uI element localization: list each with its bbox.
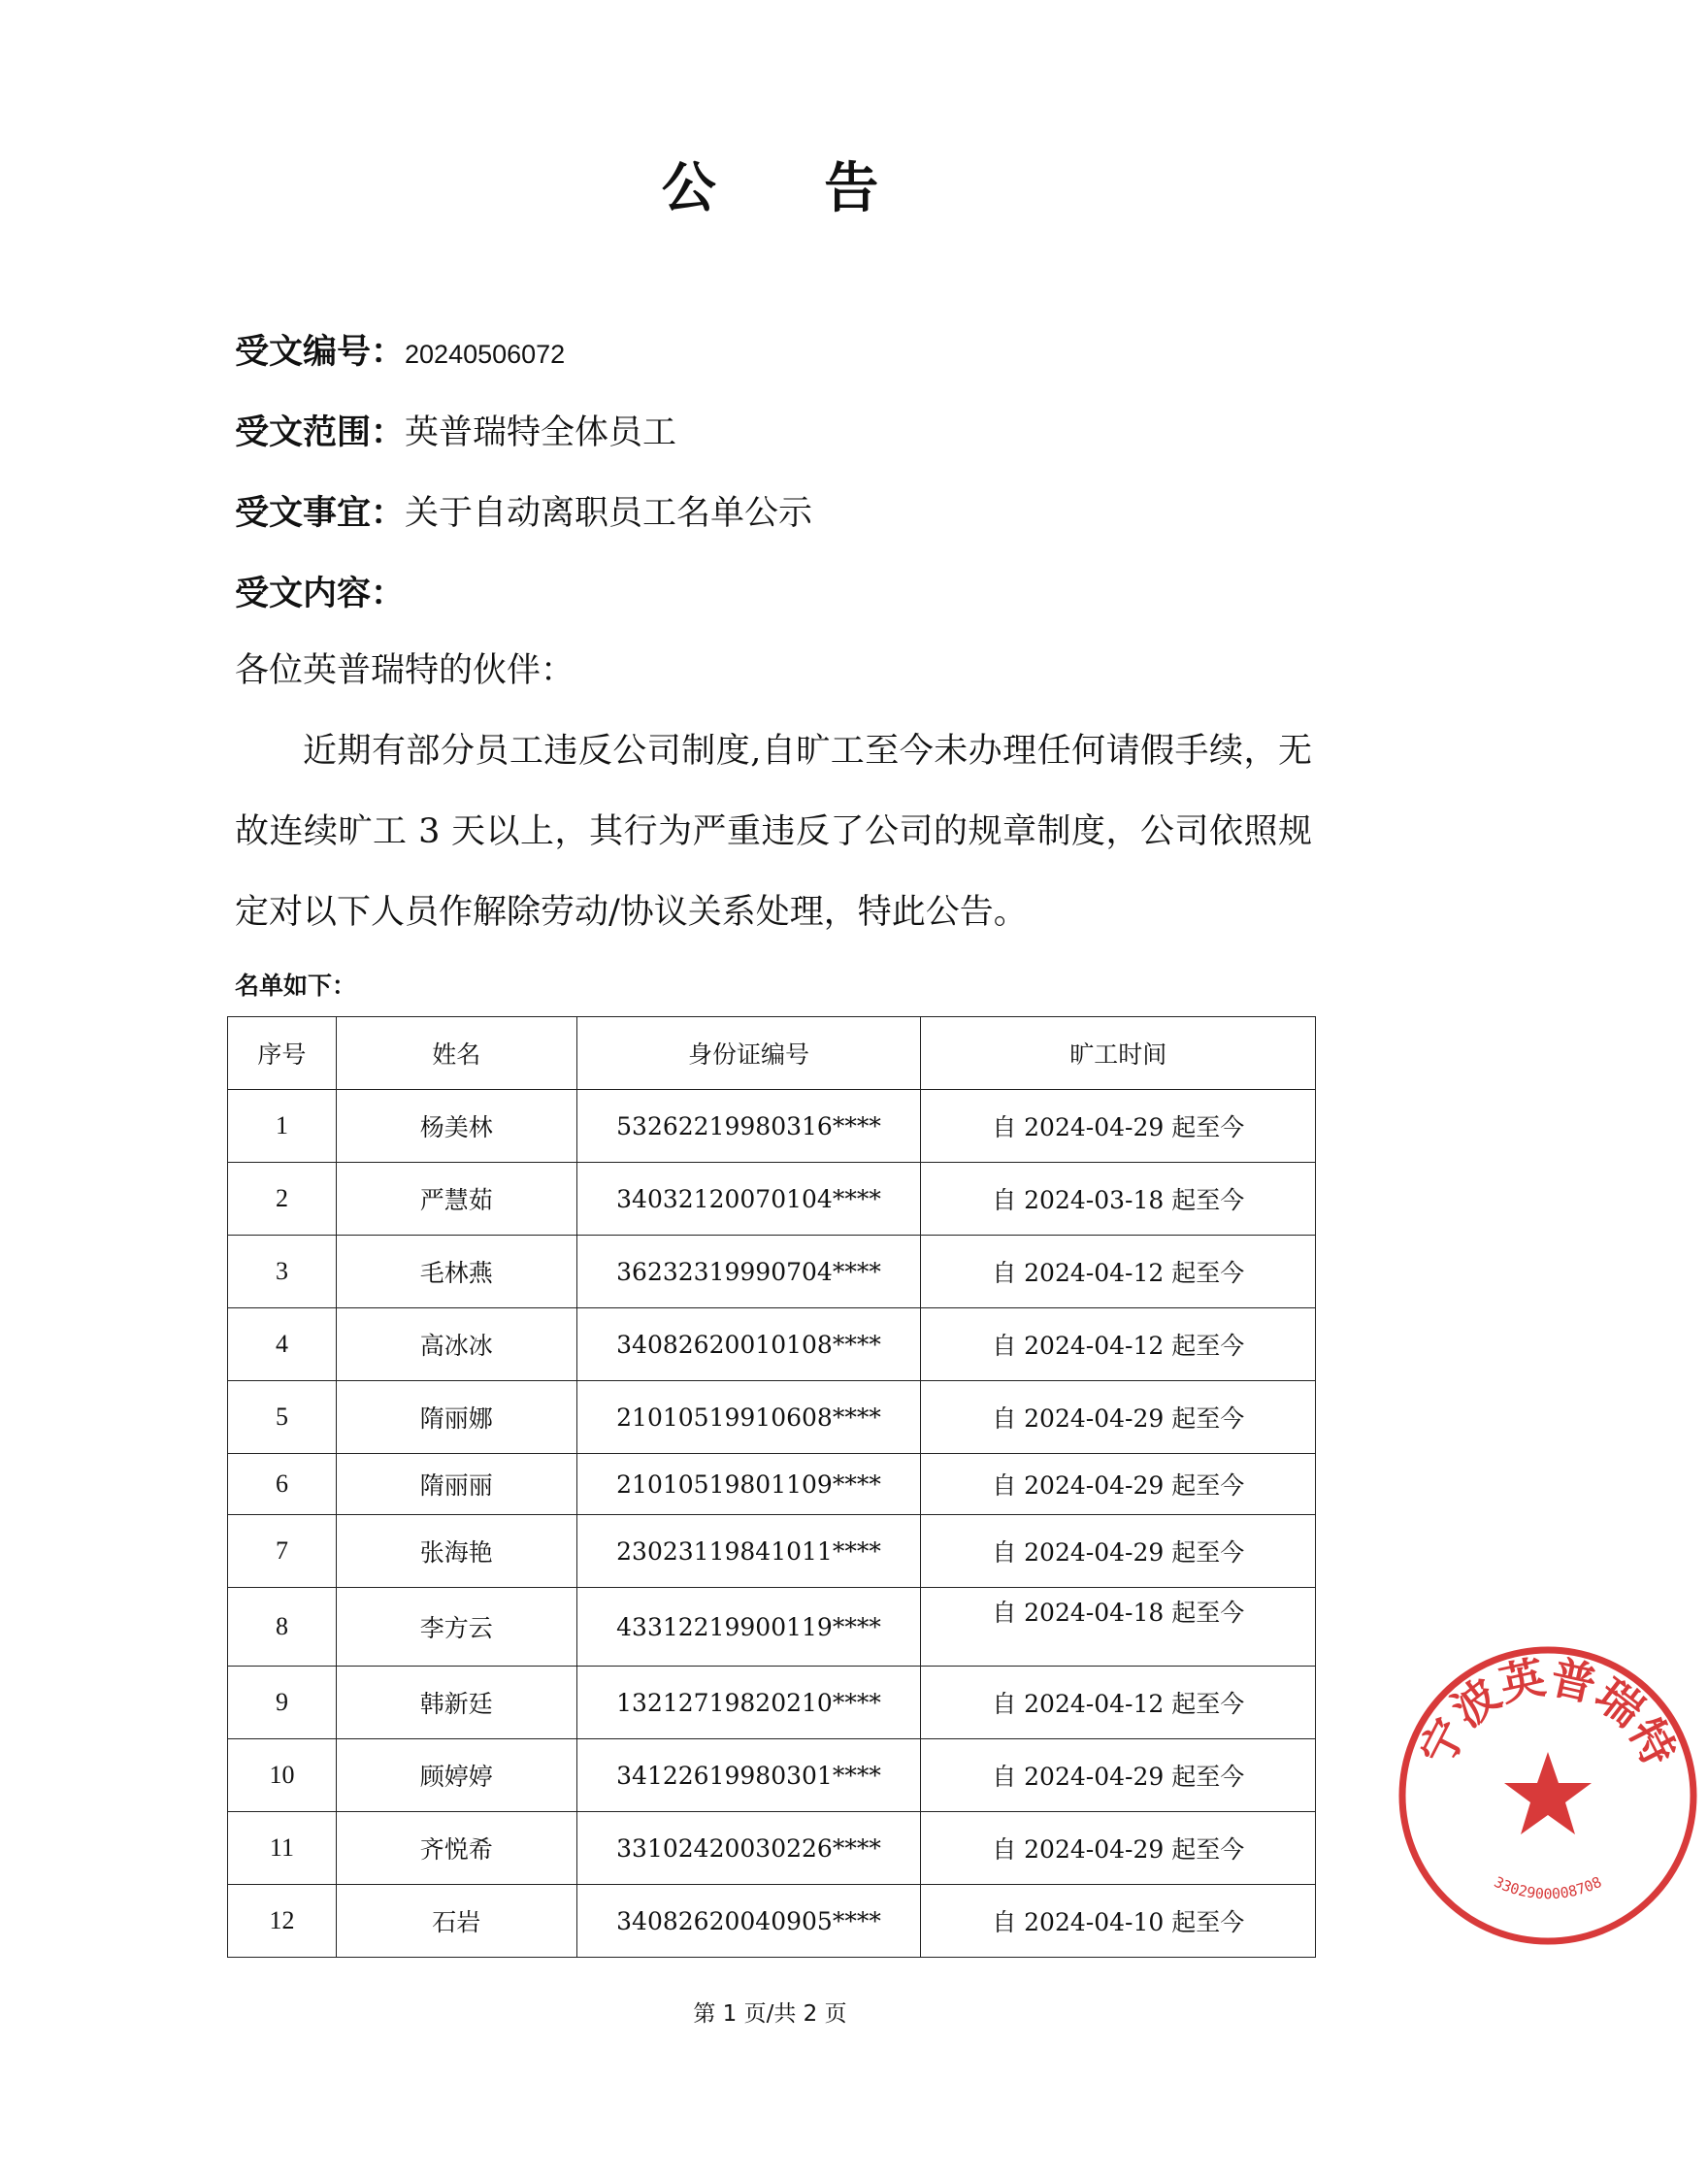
table-row <box>228 1515 1316 1588</box>
row-id: 43312219900119**** <box>576 1588 921 1667</box>
table-row <box>228 1454 1316 1515</box>
row-name: 隋丽娜 <box>336 1381 576 1454</box>
scope-label: 受文范围： <box>235 413 406 452</box>
row-name: 毛林燕 <box>336 1236 576 1308</box>
row-absence: 自 2024-04-18 起至今 <box>921 1588 1316 1667</box>
doc-number-label: 受文编号： <box>235 333 406 372</box>
table-row <box>228 1739 1316 1812</box>
row-absence: 自 2024-04-29 起至今 <box>921 1812 1316 1885</box>
row-absence: 自 2024-04-12 起至今 <box>921 1236 1316 1308</box>
row-id: 53262219980316**** <box>576 1090 921 1163</box>
scope-field <box>235 406 676 454</box>
row-seq: 1 <box>228 1090 337 1163</box>
page-title: 公 告 <box>661 157 924 220</box>
table-row <box>228 1667 1316 1739</box>
row-name: 顾婷婷 <box>336 1739 576 1812</box>
table-row <box>228 1885 1316 1958</box>
row-seq: 10 <box>228 1739 337 1812</box>
doc-number-value: 20240506072 <box>405 340 566 369</box>
row-id: 34032120070104**** <box>576 1163 921 1236</box>
row-absence: 自 2024-04-29 起至今 <box>921 1090 1316 1163</box>
row-name: 严慧茹 <box>336 1163 576 1236</box>
seal-star-icon <box>1504 1752 1592 1834</box>
table-header-row <box>228 1017 1316 1090</box>
row-name: 杨美林 <box>336 1090 576 1163</box>
row-id: 34082620040905**** <box>576 1885 921 1958</box>
roster-table <box>227 1016 1316 1958</box>
row-name: 齐悦希 <box>336 1812 576 1885</box>
row-seq: 6 <box>228 1454 337 1515</box>
row-name: 石岩 <box>336 1885 576 1958</box>
row-absence: 自 2024-04-12 起至今 <box>921 1667 1316 1739</box>
content-label: 受文内容： <box>235 575 406 613</box>
row-seq: 5 <box>228 1381 337 1454</box>
header-id: 身份证编号 <box>576 1017 921 1090</box>
header-seq: 序号 <box>228 1017 337 1090</box>
table-row <box>228 1381 1316 1454</box>
row-id: 36232319990704**** <box>576 1236 921 1308</box>
row-id: 21010519801109**** <box>576 1454 921 1515</box>
row-absence: 自 2024-04-29 起至今 <box>921 1739 1316 1812</box>
scope-value: 英普瑞特全体员工 <box>405 413 677 452</box>
row-seq: 4 <box>228 1308 337 1381</box>
notice-paragraph: 近期有部分员工违反公司制度,自旷工至今未办理任何请假手续，无故连续旷工 3 天以上，其行为严重违反了公司的规章制度，公司依照规定对以下人员作解除劳动/协议关系处理，特此公告。 <box>235 732 1312 932</box>
company-seal <box>1388 1635 1708 1956</box>
row-name: 高冰冰 <box>336 1308 576 1381</box>
row-id: 13212719820210**** <box>576 1667 921 1739</box>
row-absence: 自 2024-04-29 起至今 <box>921 1381 1316 1454</box>
table-row <box>228 1812 1316 1885</box>
table-row <box>228 1588 1316 1667</box>
list-label: 名单如下： <box>235 972 357 1000</box>
row-name: 隋丽丽 <box>336 1454 576 1515</box>
row-absence: 自 2024-04-10 起至今 <box>921 1885 1316 1958</box>
row-seq: 12 <box>228 1885 337 1958</box>
row-name: 李方云 <box>336 1588 576 1667</box>
content-field <box>235 567 405 615</box>
row-seq: 3 <box>228 1236 337 1308</box>
subject-label: 受文事宜： <box>235 494 406 533</box>
row-absence: 自 2024-04-29 起至今 <box>921 1454 1316 1515</box>
page-number: 第 1 页/共 2 页 <box>693 2001 847 2027</box>
table-row <box>228 1308 1316 1381</box>
row-absence: 自 2024-04-12 起至今 <box>921 1308 1316 1381</box>
row-id: 34082620010108**** <box>576 1308 921 1381</box>
seal-text: 宁波英普瑞特 <box>1409 1650 1687 1774</box>
row-seq: 8 <box>228 1588 337 1667</box>
row-absence: 自 2024-03-18 起至今 <box>921 1163 1316 1236</box>
row-absence: 自 2024-04-29 起至今 <box>921 1515 1316 1588</box>
row-seq: 9 <box>228 1667 337 1739</box>
subject-value: 关于自动离职员工名单公示 <box>405 494 813 533</box>
subject-field <box>235 486 812 535</box>
row-id: 23023119841011**** <box>576 1515 921 1588</box>
row-name: 张海艳 <box>336 1515 576 1588</box>
salutation: 各位英普瑞特的伙伴： <box>235 651 575 690</box>
seal-code: 3302900008708 <box>1491 1872 1605 1903</box>
header-absence: 旷工时间 <box>921 1017 1316 1090</box>
table-row <box>228 1163 1316 1236</box>
row-id: 21010519910608**** <box>576 1381 921 1454</box>
table-row <box>228 1236 1316 1308</box>
table-row <box>228 1090 1316 1163</box>
row-id: 34122619980301**** <box>576 1739 921 1812</box>
row-id: 33102420030226**** <box>576 1812 921 1885</box>
doc-number-field <box>235 325 565 374</box>
row-name: 韩新廷 <box>336 1667 576 1739</box>
row-seq: 11 <box>228 1812 337 1885</box>
header-name: 姓名 <box>336 1017 576 1090</box>
row-seq: 7 <box>228 1515 337 1588</box>
row-seq: 2 <box>228 1163 337 1236</box>
